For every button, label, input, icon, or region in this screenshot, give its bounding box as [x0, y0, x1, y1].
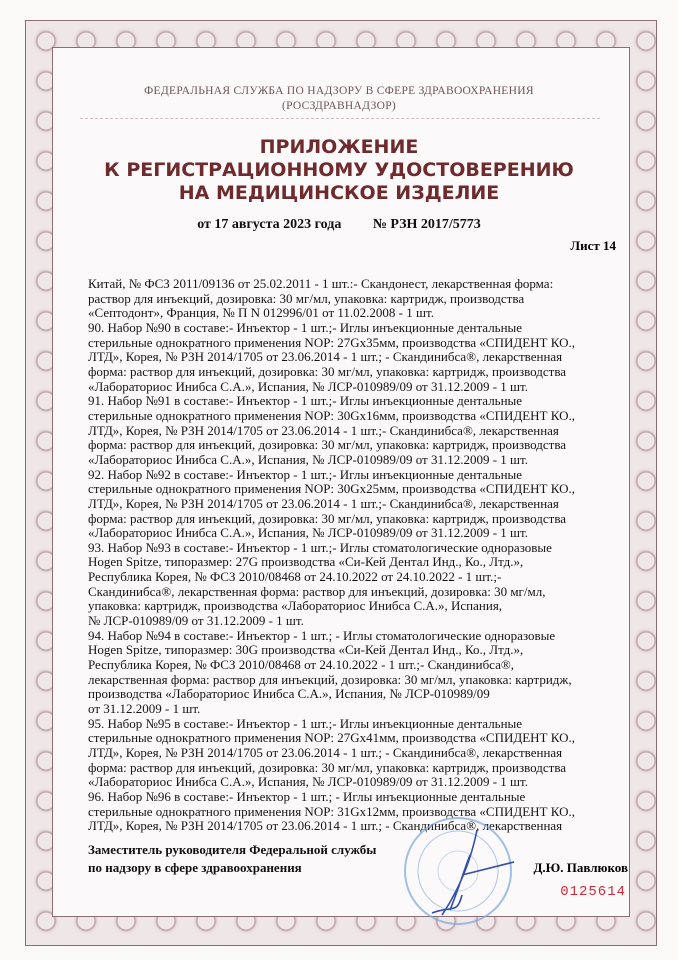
body-line: 90. Набор №90 в составе:- Инъектор - 1 шт.;- Иглы инъекционные дентальные: [88, 319, 523, 335]
body-line: стерильные однократного применения NOP: 31Gx12мм, производства «СПИДЕНТ КО.,: [88, 803, 575, 819]
body-line: Китай, № ФСЗ 2011/09136 от 25.02.2011 - 1 шт.:- Скандонест, лекарственная форма:: [88, 276, 554, 291]
body-line: стерильные однократного применения NOP: 27Gx35мм, производства «СПИДЕНТ КО.,: [88, 334, 575, 350]
body-line: 93. Набор №93 в составе:- Инъектор - 1 шт.;- Иглы стоматологические одноразовые: [88, 539, 552, 555]
body-line: форма: раствор для инъекций, дозировка: 30 мг/мл, упаковка: картридж, производства: [88, 363, 567, 379]
body-line: ЛТД», Корея, № РЗН 2014/1705 от 23.06.2014 - 1 шт.; - Скандинибса®, лекарственная: [88, 349, 563, 365]
body-line: «Лабораториос Инибса С.А.», Испания, № ЛСР-010989/09 от 31.12.2009 - 1 шт.: [88, 451, 529, 467]
body-line: форма: раствор для инъекций, дозировка: 30 мг/мл, упаковка: картридж, производства: [88, 437, 567, 453]
body-line: «Лабораториос Инибса С.А.», Испания, № ЛСР-010989/09 от 31.12.2009 - 1 шт.: [88, 378, 529, 394]
body-line: лекарственная форма: раствор для инъекций, дозировка: 30 мг/мл, упаковка: картридж,: [88, 671, 572, 687]
body-line: «Септодонт», Франция, № П N 012996/01 от 11.02.2008 - 1 шт.: [88, 305, 434, 321]
body-line: Республика Корея, № ФСЗ 2010/08468 от 24.10.2022 от 24.10.2022 - 1 шт.;-: [88, 569, 502, 585]
body-line: ЛТД», Корея, № РЗН 2014/1705 от 23.06.2014 - 1 шт.; - Скандинибса®, лекарственная: [88, 745, 563, 760]
agency-name: ФЕДЕРАЛЬНАЯ СЛУЖБА ПО НАДЗОРУ В СФЕРЕ ЗДРАВООХРАНЕНИЯ: [144, 85, 534, 97]
body-line: Hogen Spitze, типоразмер: 27G производства «Си-Кей Дентал Инд., Ко., Лтд.»,: [88, 554, 524, 570]
body-line: «Лабораториос Инибса С.А.», Испания, № ЛСР-010989/09 от 31.12.2009 - 1 шт.: [88, 774, 529, 790]
body-line: «Лабораториос Инибса С.А.», Испания, № ЛСР-010989/09 от 31.12.2009 - 1 шт.: [88, 525, 529, 541]
body-line: стерильные однократного применения NOP: 30Gx25мм, производства «СПИДЕНТ КО.,: [88, 481, 575, 497]
body-line: Скандинибса®, лекарственная форма: раствор для инъекций, дозировка: 30 мг/мл,: [88, 583, 546, 599]
title-line-1: ПРИЛОЖЕНИЕ: [259, 136, 419, 158]
signatory-name: Д.Ю. Павлюков: [533, 860, 628, 875]
body-line: Республика Корея, № ФСЗ 2010/08468 от 24.10.2022 - 1 шт.;- Скандинибса®,: [88, 657, 515, 673]
serial-number: 0125614: [560, 884, 626, 900]
agency-short-name: (РОСЗДРАВНАДЗОР): [281, 100, 397, 112]
issue-date: от 17 августа 2023 года: [197, 217, 342, 232]
body-line: стерильные однократного применения NOP: 27Gx41мм, производства «СПИДЕНТ КО.,: [88, 730, 575, 746]
body-line: № ЛСР-010989/09 от 31.12.2009 - 1 шт.: [88, 613, 304, 629]
position-line-2: по надзору в сфере здравоохранения: [88, 860, 302, 875]
body-line: 94. Набор №94 в составе:- Инъектор - 1 шт.; - Иглы стоматологические одноразовые: [88, 627, 556, 643]
document-body: [88, 277, 628, 834]
body-line: 95. Набор №95 в составе:- Инъектор - 1 шт.;- Иглы инъекционные дентальные: [88, 715, 523, 731]
body-line: ЛТД», Корея, № РЗН 2014/1705 от 23.06.2014 - 1 шт.; - Скандинибса®, лекарственная: [88, 818, 563, 834]
body-line: 92. Набор №92 в составе:- Инъектор - 1 шт.;- Иглы инъекционные дентальные: [88, 466, 523, 482]
official-stamp: [402, 815, 514, 927]
body-line: форма: раствор для инъекций, дозировка: 30 мг/мл, упаковка: картридж, производства: [88, 510, 567, 526]
body-line: ЛТД», Корея, № РЗН 2014/1705 от 23.06.2014 - 1 шт.;- Скандинибса®, лекарственная: [88, 495, 559, 511]
body-line: форма: раствор для инъекций, дозировка: 30 мг/мл, упаковка: картридж, производства: [88, 759, 567, 775]
body-line: Hogen Spitze, типоразмер: 30G производства «Си-Кей Дентал Инд., Ко., Лтд.»,: [88, 642, 524, 658]
body-line: упаковка: картридж, производства «Лабораториос Инибса С.А.», Испания,: [88, 598, 503, 614]
divider: [80, 118, 600, 119]
body-line: ЛТД», Корея, № РЗН 2014/1705 от 23.06.2014 - 1 шт.;- Скандинибса®, лекарственная: [88, 422, 559, 438]
signatory-position: [88, 841, 376, 877]
position-line-1: Заместитель руководителя Федеральной службы: [88, 842, 377, 857]
registration-number: № РЗН 2017/5773: [372, 217, 481, 232]
body-line: 91. Набор №91 в составе:- Инъектор - 1 шт.;- Иглы инъекционные дентальные: [88, 393, 523, 409]
body-line: 96. Набор №96 в составе:- Инъектор - 1 шт.; - Иглы инъекционные дентальные: [88, 788, 526, 804]
title-line-2: К РЕГИСТРАЦИОННОМУ УДОСТОВЕРЕНИЮ: [104, 159, 574, 181]
body-line: производства «Лабораториос Инибса С.А.», Испания, № ЛСР-010989/09: [88, 686, 490, 702]
body-line: стерильные однократного применения NOP: 30Gx16мм, производства «СПИДЕНТ КО.,: [88, 407, 575, 423]
sheet-number: Лист 14: [570, 238, 616, 253]
body-line: от 31.12.2009 - 1 шт.: [88, 701, 201, 717]
body-line: раствор для инъекций, дозировка: 30 мг/мл, упаковка: картридж, производства: [88, 290, 525, 306]
date-number-line: [0, 216, 678, 233]
title-line-3: НА МЕДИЦИНСКОЕ ИЗДЕЛИЕ: [178, 182, 500, 204]
